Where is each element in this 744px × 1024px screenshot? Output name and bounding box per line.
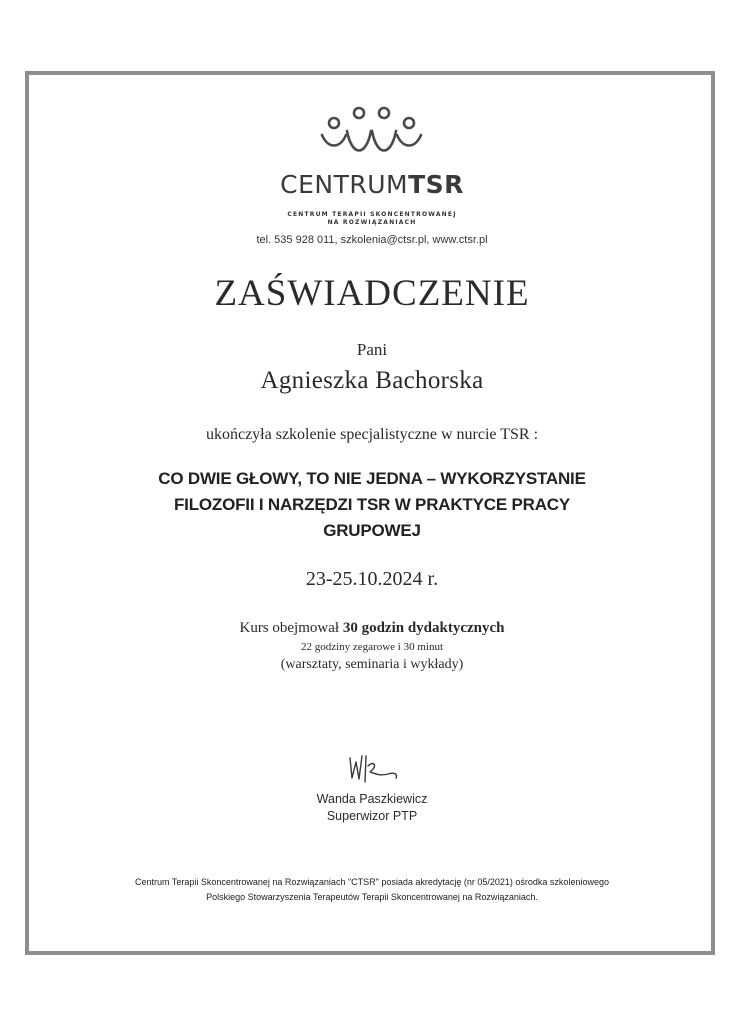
brand-subtitle-line2: NA ROZWIĄZANIACH — [327, 219, 417, 226]
course-dates: 23-25.10.2024 r. — [305, 568, 439, 590]
course-types: (warsztaty, seminaria i wykłady) — [280, 657, 464, 672]
three-people-logo-icon — [314, 105, 430, 163]
brand-wordmark: CENTRUMTSR — [280, 170, 464, 199]
course-title-line2: FILOZOFII I NARZĘDZI TSR W PRAKTYCE PRACY — [173, 495, 570, 514]
completion-statement: ukończyła szkolenie specjalistyczne w nurcie TSR : — [205, 426, 539, 443]
course-title — [0, 466, 744, 544]
recipient-name: Agnieszka Bachorska — [260, 367, 484, 394]
course-title-line1: CO DWIE GŁOWY, TO NIE JEDNA – WYKORZYSTANIE — [158, 469, 586, 488]
salutation: Pani — [356, 340, 388, 359]
clock-hours: 22 godziny zegarowe i 30 minut — [300, 641, 444, 653]
handwritten-signature — [340, 752, 404, 790]
course-hours: Kurs obejmował 30 godzin dydaktycznych — [239, 620, 505, 636]
brand-subtitle-line1: CENTRUM TERAPII SKONCENTROWANEJ — [287, 211, 457, 218]
accreditation-note-line2: Polskiego Stowarzyszenia Terapeutów Terapii Skoncentrowanej na Rozwiązaniach. — [206, 892, 538, 902]
contact-info: tel. 535 928 011, szkolenia@ctsr.pl, www.ctsr.pl — [256, 234, 488, 246]
signer-role: Superwizor PTP — [326, 809, 418, 823]
accreditation-note-line1: Centrum Terapii Skoncentrowanej na Rozwiązaniach "CTSR" posiada akredytację (nr 05/2021) ośrodka szkoleniowego — [135, 877, 609, 887]
certificate-title: ZAŚWIADCZENIE — [214, 273, 530, 314]
course-title-line3: GRUPOWEJ — [323, 521, 421, 540]
signer-name: Wanda Paszkiewicz — [316, 792, 428, 806]
